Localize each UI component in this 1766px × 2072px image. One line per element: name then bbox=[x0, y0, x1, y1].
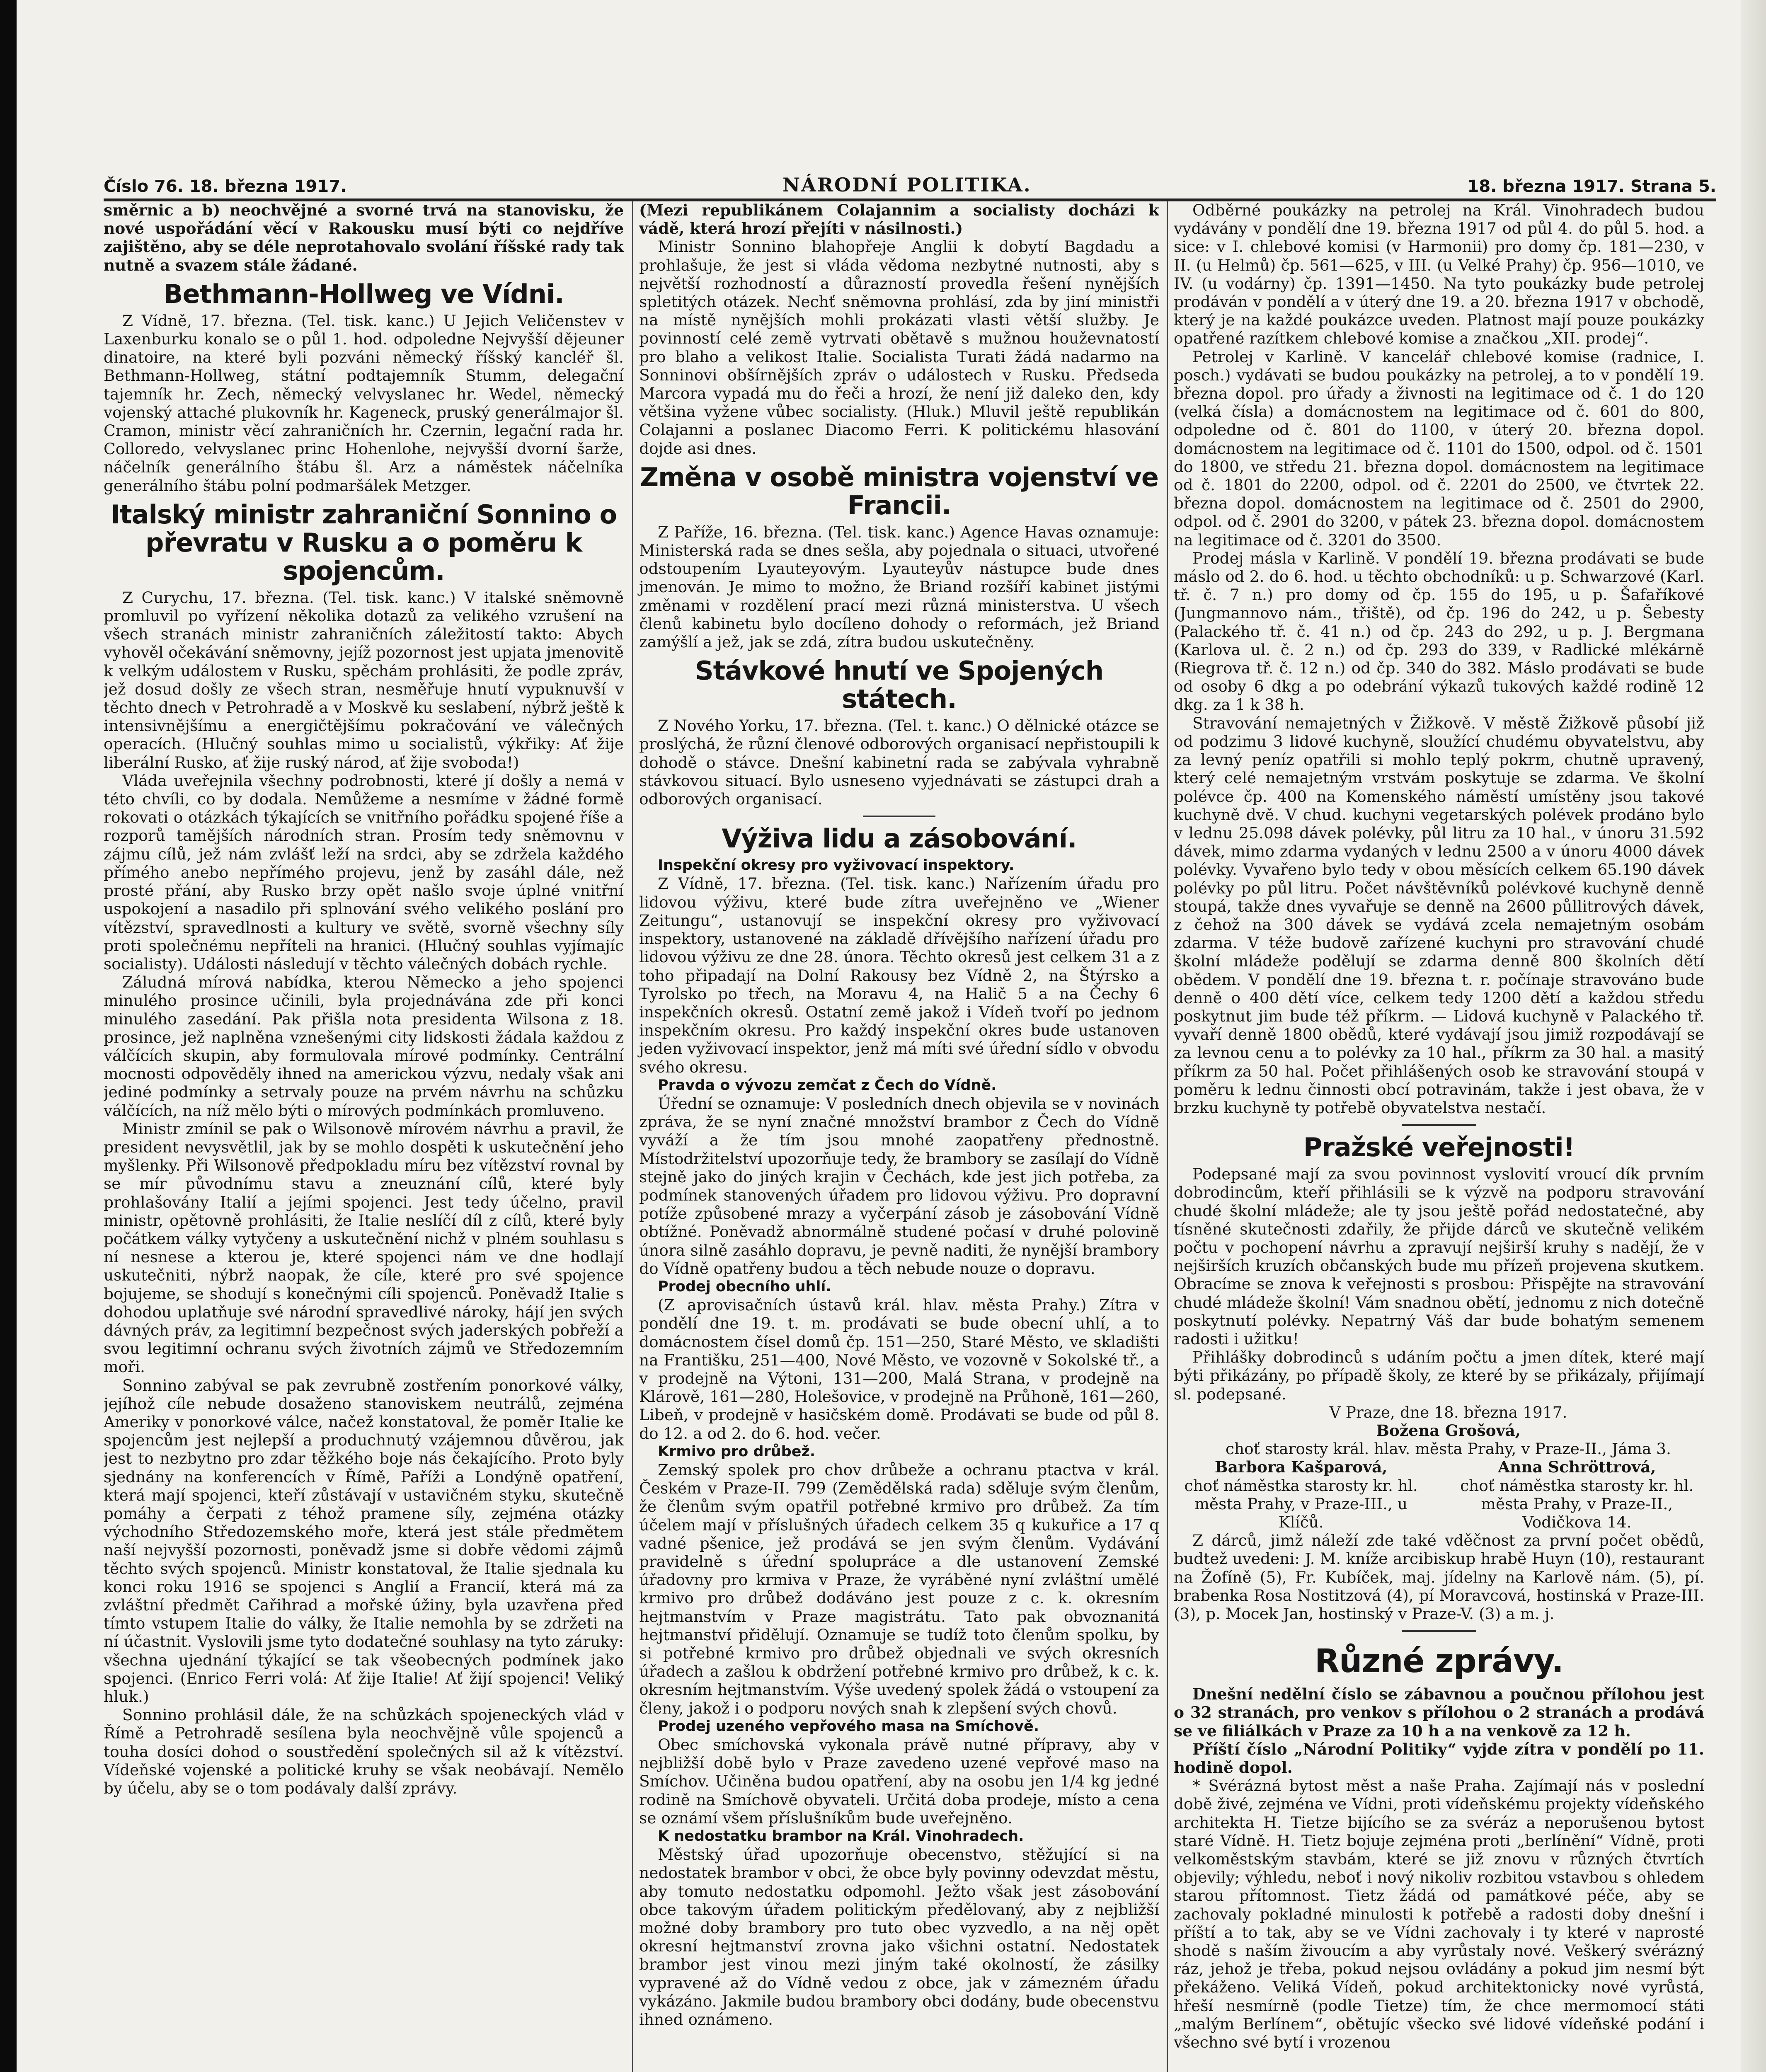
article-headline: Pražské veřejnosti! bbox=[1303, 1132, 1575, 1163]
column-1 bbox=[104, 201, 624, 2072]
signatory-block bbox=[1174, 1458, 1428, 1531]
paragraph: Sonnino prohlásil dále, že na schůzkách spojeneckých vlád v Římě a Petrohradě sesílena byla neochvějně vůle spojenců a touha dosíci dohod o soustředění společných sil až k vítězství. Vídeňské vojenské a politické kruhy se však neobávají. Nemělo by účelu, aby se o tom podávaly další zprávy. bbox=[104, 1706, 624, 1798]
signatory-name: Barbora Kašparová, bbox=[1214, 1458, 1388, 1477]
signatory-title: choť náměstka starosty kr. hl. města Prahy, v Praze-III., u Klíčů. bbox=[1184, 1476, 1418, 1532]
paragraph: Z Nového Yorku, 17. března. (Tel. t. kanc.) O dělnické otázce se proslýchá, že různí členové odborových organisací nepřistoupili k dohodě o stávce. Dnešní kabinetní rada se zabývala vyhrabně stávkovou situací. Bylo usneseno vyjednávati se zástupci drah a odborových organisací. bbox=[639, 716, 1159, 808]
paragraph: Městský úřad upozorňuje obecenstvo, stěžující si na nedostatek brambor v obci, že obce byly povinny odevzdat městu, aby tomuto nedostatku odpomohl. Ježto však jest zásobování obce takovým úřadem politickým předělovaný, aby z nejbližší možné doby brambory pro tuto obec vyzvedlo, a na něj opět okresní hejtmanství zrovna jako všichni ostatní. Nedostatek brambor jest vinou mezi jiným také okolností, že zásilky vypravené až do Vídně vedou z obce, jak v zámezném úřadu vykázáno. Jakmile budou brambory obci dodány, bude obecenstvu ihned oznámeno. bbox=[639, 1845, 1159, 2029]
paragraph: Dnešní nedělní číslo se zábavnou a poučnou přílohou jest o 32 stranách, pro venkov s přílohou o 2 stranách a prodává se ve filiálkách v Praze za 10 h a na venkově za 12 h. bbox=[1174, 1685, 1704, 1740]
issue-info: Číslo 76. 18. března 1917. bbox=[104, 177, 347, 196]
article-headline: Stávkové hnutí ve Spojených státech. bbox=[695, 656, 1104, 714]
paragraph: Úřední se oznamuje: V posledních dnech objevila se v novinách zpráva, že se nyní značné množství brambor z Čech do Vídně vyváží a že tím jsou mnohé zaopatřeny přednostně. Místodržitelství upozorňuje tedy, že brambory se zasílají do Vídně stejně jako do jiných krajin v Čechách, kde jest jich potřeba, za podmínek stanovených úřadem pro lidovou výživu. Pro dopravní potíže způsobené mrazy a vyčerpání zásob je zásobování Vídně obtížné. Poněvadž abnormálně studené počasí v druhé polovině února silně zasáhlo dopravu, je pevně naditi, že nynější brambory do Vídně opatřeny budou a těch nebude nouze o dopravu. bbox=[639, 1094, 1159, 1278]
signatory-name: Anna Schröttrová, bbox=[1498, 1458, 1656, 1477]
divider bbox=[1402, 1124, 1476, 1126]
paragraph: (Z aprovisačních ústavů král. hlav. města Prahy.) Zítra v pondělí dne 19. t. m. prodávati se bude obecní uhlí, a to domácnostem čísel domů čp. 151—250, Staré Město, ve skladišti na Františku, 251—400, Nové Město, ve vozovně v Sokolské tř., a v prodejně na Výtoni, 131—200, Malá Strana, v prodejně na Klárově, 161—280, Holešovice, v prodejně na Průhoně, 161—260, Libeň, v prodejně v hasičském domě. Prodávati se bude od půl 8. do 12. a od 2. do 6. hod. večer. bbox=[639, 1296, 1159, 1443]
paragraph: * Svérázná bytost měst a naše Praha. Zajímají nás v poslední době živé, zejména ve Vídni, proti vídeňskému projekty vídeňského architekta H. Tietze bijícího se za svéráz a neporušenou bytost staré Vídně. H. Tietz bojuje zejména proti „berlínění“ Vídně, proti velkoměstským stavbám, které se již znovu v různých čtvrtích objevily; výhledu, neboť i nový nikoliv rozbitou vstavbou s ohledem starou přítomnost. Tietz žádá od památkové péče, aby se zachovaly pokladné minulosti k potřebě a radosti doby dnešní i příští a to tak, aby se ve Vídni zachovaly i ty které v naprosté shodě s naším živoucím a aby vyrůstaly nové. Veškerý svérázný ráz, jehož je třeba, pokud nejsou ovládány a pokud jim nesmí být překáženo. Veliká Vídeň, pokud architektonicky nové vyrůstá, hřeší nesmírně (podle Tietze) tím, že chce mermomocí státi „malým Berlínem“, obětujíc všecko své lidové vídeňské podání i všechno své bytí i vrozenou bbox=[1174, 1777, 1704, 2052]
paragraph: Z Vídně, 17. března. (Tel. tisk. kanc.) Nařízením úřadu pro lidovou výživu, které bude zítra uveřejněno ve „Wiener Zeitungu“, ustanovují se inspekční okresy pro vyživovací inspektory, ustanovené na základě dřívějšího nařízení úřadu pro lidovou výživu ze dne 28. února. Těchto okresů jest celkem 31 a z toho připadají na Dolní Rakousy bez Vídně 2, na Štýrsko a Tyrolsko po třech, na Moravu 4, na Halič 5 a na Čechy 6 inspekčních okresů. Ostatní země jakož i Vídeň tvoří po jednom inspekčním okresu. Pro každý inspekční okres bude ustanoven jeden vyživovací inspektor, jenž má míti své úřední sídlo v obvodu svého okresu. bbox=[639, 874, 1159, 1076]
subheading: Pravda o vývozu zemčat z Čech do Vídně. bbox=[658, 1077, 997, 1094]
section-headline: Výživa lidu a zásobování. bbox=[722, 823, 1077, 854]
paragraph: Ministr zmínil se pak o Wilsonově mírovém návrhu a pravil, že president nevysvětlil, jak by se mohlo dospěti k uskutečnění jeho myšlenky. Při Wilsonově předpokladu míru bez vítězství rovnal by se mír původnímu stavu a zneuznání cílů, které byly prohlašovány Italií a jejími spojenci. Jest tedy účelno, pravil ministr, opětovně prohlásiti, že Italie neslíčí díl z cílů, které byly počátkem války vytyčeny a uskutečnění nichž v plném souhlasu s ní nesnese a kterou je, které spojenci nám ve dne hodlají uskutečniti, nýbrž naopak, že cíle, které pro své spojence bojujeme, se shodují s konečnými cíli spojenců. Poněvadž Italie s dohodou uplatňuje své národní spravedlivé nároky, hájí jen svých dávných práv, za legitimní bezpečnost svých jaderských pobřeží a svou legitimní ochranu svých životních zájmů ve Středozemním moři. bbox=[104, 1119, 624, 1376]
paragraph: Odběrné poukázky na petrolej na Král. Vinohradech budou vydávány v pondělí dne 19. března 1917 od půl 4. do půl 5. hod. a sice: v I. chlebové komisi (v Harmonii) pro domy čp. 181—230, v II. (u Helmů) čp. 561—625, v III. (u Velké Prahy) čp. 956—1010, ve IV. (u vodárny) čp. 1391—1450. Na tyto poukázky bude petrolej prodáván v pondělí a v úterý dne 19. a 20. března 1917 v obchodě, který je na každé poukázce uveden. Platnost mají pouze poukázky opatřené razítkem chlebové komise a značkou „XII. prodej“. bbox=[1174, 201, 1704, 348]
signatory-title: choť náměstka starosty kr. hl. města Prahy, v Praze-II., Vodičkova 14. bbox=[1460, 1476, 1694, 1532]
subheading: Prodej obecního uhlí. bbox=[658, 1278, 831, 1295]
signatory-title: choť starosty král. hlav. města Prahy, v Praze-II., Jámа 3. bbox=[1226, 1440, 1671, 1458]
paragraph: Z Curychu, 17. března. (Tel. tisk. kanc.) V italské sněmovně promluvil po vyřízení několika dotazů za velikého vzrušení na všech stranách ministr zahraničních záležitostí takto: Abych vyhověl očekávání sněmovny, jejíž pozornost jest upjata jmenovitě k velkým událostem v Rusku, spěchám prohlásiti, že podle zpráv, jež dosud došly ze všech stran, nesměřuje hnutí vypuknuvší v těchto dnech v Petrohradě a v Moskvě ku seslabení, nýbrž ještě k intensivnějšímu a energičtějšímu pokračování ve válečných operacích. (Hlučný souhlas mimo u socialistů, výkřiky: Ať žije liberální Rusko, ať žije ruský národ, ať žije svoboda!) bbox=[104, 588, 624, 772]
divider bbox=[863, 816, 936, 817]
paragraph: Obec smíchovská vykonala právě nutné přípravy, aby v nejbližší době bylo v Praze zavedeno uzené vepřové maso na Smíchov. Učiněna budou opatření, aby na osobu jen 1/4 kg jedné rodině na Smíchově obyvateli. Určitá doba prodeje, místo a cena se oznámí všem příslušníkům bude uveřejněno. bbox=[639, 1736, 1159, 1827]
paragraph: Vláda uveřejnila všechny podrobnosti, které jí došly a nemá v této chvíli, co by dodala. Nemůžeme a nesmíme v žádné formě rokovati o otázkách týkajících se vnitřního pořádku spojené říše a rozporů tamějších národních stran. Prosím tedy sněmovnu v zájmu cílů, jež nám zvlášť leží na srdci, aby se zdržela každého přímého anebo nepřímého projevu, jenž by zasáhl dále, než prosté přání, aby Rusko brzy opět našlo svoje úplné vnitřní uspokojení a nasadilo při splnování svého velikého poslání pro vítězství, spravedlnosti a kultury ve světě, svorně všechny síly proti společnému nepříteli na hranici. (Hlučný souhlas vyjímajíc socialisty). Události následují v těchto válečných dobách rychle. bbox=[104, 771, 624, 973]
paragraph: Ministr Sonnino blahopřeje Anglii k dobytí Bagdadu a prohlašuje, že jest si vláda vědoma nezbytné nutnosti, aby s největší rozhodností a důrazností provedla řešení nynějších spletitých otázek. Nechť sněmovna prohlásí, zda by jiní ministři na místě nynějších mohli prokázati vlasti větší služby. Je povinností celé země vytrvati obětavě s mužnou houževnatostí pro blaho a velikost Italie. Socialista Turati žádá nadarmo na Sonninovi obšírnějších zpráv o událostech v Rusku. Předseda Marcora vypadá mu do řeči a hrozí, že není již daleko den, kdy většina vyžene vůbec socialisty. (Hluk.) Mluvil ještě republikán Colajanni a poslanec Diacomo Ferri. K politickému hlasování dojde asi dnes. bbox=[639, 237, 1159, 457]
section-headline: Různé zprávy. bbox=[1314, 1643, 1564, 1680]
paragraph: směrnic a b) neochvějné a svorné trvá na stanovisku, že nové uspořádání věcí v Rakousku musí býti co nejdříve zajištěno, aby se déle neprotahovalo svolání říšské rady tak nutně a svazem stále žádané. bbox=[104, 201, 624, 274]
newspaper-masthead: NÁRODNÍ POLITIKA. bbox=[782, 174, 1032, 196]
signatory-name: Božena Grošová, bbox=[1376, 1421, 1521, 1440]
paragraph: Petrolej v Karlině. V kancelář chlebové komise (radnice, I. posch.) vydávati se budou poukázky na petrolej, a to v pondělí 19. března dopol. pro úřady a živnosti na legitimace od č. 1 do 120 (velká čísla) a domácnostem na legitimace od č. 601 do 800, odpoledne od č. 801 do 1100, v úterý 20. března dopol. domácnostem na legitimace od č. 1101 do 1500, odpol. od č. 1501 do 1800, ve středu 21. března dopol. domácnostem na legitimace od č. 1801 do 2200, odpol. od č. 2201 do 2500, ve čtvrtek 22. března dopol. domácnostem na legitimace od č. 2501 do 2900, odpol. od č. 2901 do 3200, v pátek 23. března dopol. domácnostem na legitimace od č. 3201 do 3500. bbox=[1174, 347, 1704, 549]
paragraph: Prodej másla v Karlině. V pondělí 19. března prodávati se bude máslo od 2. do 6. hod. u těchto obchodníků: u p. Schwarzové (Karl. tř. č. 7 n.) pro domy od čp. 155 do 195, u p. Šafaříkové (Jungmannovo nám., třiště), od čp. 196 do 242, u p. Šebesty (Palackého tř. č. 41 n.) od čp. 243 do 292, u p. J. Bergmana (Karlova ul. č. 2 n.) od čp. 293 do 339, v Radlické mlékárně (Riegrova tř. č. 12 n.) od čp. 340 do 382. Máslo prodávati se bude od osoby 6 dkg a po odebrání výkazů tukových každé rodině 12 dkg. za 1 k 38 h. bbox=[1174, 549, 1704, 714]
subheading: K nedostatku brambor na Král. Vinohradech. bbox=[658, 1828, 1024, 1845]
scan-left-border bbox=[0, 0, 17, 2072]
page-number: 18. března 1917. Strana 5. bbox=[1467, 177, 1716, 196]
dateline: V Praze, dne 18. března 1917. bbox=[1329, 1403, 1567, 1421]
paragraph: Přihlášky dobrodinců s udáním počtu a jmen dítek, které mají býti přikázány, po případě školy, ze které by se přikázaly, přijímají sl. podepsané. bbox=[1174, 1348, 1704, 1403]
signatory-row bbox=[1174, 1458, 1704, 1531]
scan-right-edge bbox=[1741, 0, 1766, 2072]
signatory-block bbox=[1450, 1458, 1704, 1531]
column-3 bbox=[1167, 201, 1704, 2072]
article-headline: Bethmann-Hollweg ve Vídni. bbox=[163, 278, 564, 309]
paragraph: Z Vídně, 17. března. (Tel. tisk. kanc.) U Jejich Veličenstev v Laxenburku konalo se o půl 1. hod. odpoledne Nejvyšší dějeuner dinatoire, na které byli pozváni německý říšský kancléř šl. Bethmann-Hollweg, státní podtajemník Stumm, delegační tajemník hr. Zech, německý velvyslanec hr. Wedel, německý vojenský attaché plukovník hr. Kageneck, pruský generálmajor šl. Cramon, ministr věcí zahraničních hr. Czernin, legační rada hr. Colloredo, velvyslanec princ Hohenlohe, nejvyšší dvorní šarže, náčelník generálního štábu šl. Arz a náměstek náčelníka generálního štábu polní podmaršálek Metzger. bbox=[104, 311, 624, 495]
paragraph: Příští číslo „Národní Politiky“ vyjde zítra v pondělí po 11. hodině dopol. bbox=[1174, 1740, 1704, 1777]
paragraph: Podepsané mají za svou povinnost vyslovití vroucí dík prvním dobrodincům, kteří přihlásili se k výzvě na podporu stravování chudé školní mládeže; ale ty jsou ještě pořád nedostatečné, aby tísněné skutečnosti zdařily, že přijde dárců ve skutečně velikém počtu v pochopení návrhu a zpravují nejširší kruhy s nadějí, že v nejširších kruzích občanských bude mu přízeň projevena skutkem. Obracíme se znova k veřejnosti s prosbou: Přispějte na stravování chudé mládeže školní! Vám snadnou obětí, jednomu z nich dotečně poskytnutí polévky. Nepatrný Váš dar bude bohatým semenem radosti i užitku! bbox=[1174, 1165, 1704, 1348]
paragraph: (Mezi republikánem Colajannim a socialisty docházi k vádě, která hrozí přejíti v násilnosti.) bbox=[639, 201, 1159, 238]
article-headline: Změna v osobě ministra vojenství ve Francii. bbox=[640, 462, 1158, 520]
column-2 bbox=[632, 201, 1159, 2072]
subheading: Prodej uzeného vepřového masa na Smíchově. bbox=[658, 1718, 1039, 1735]
subheading: Inspekční okresy pro vyživovací inspektory. bbox=[658, 857, 1015, 874]
paragraph: Stravování nemajetných v Žižkově. V městě Žižkově působí již od podzimu 3 lidové kuchyně, sloužící chudému obyvatelstvu, aby za levný peníz opatřili si mohlo teplý pokrm, chutně upravený, který celé nemajetným vrstvám poskytuje se zdarma. Ve školní polévce čp. 400 na Komenského náměstí umístěny jsou takové kuchyně dvě. V chud. kuchyni vegetarských polévek prodáno bylo v lednu 25.098 dávek polévky, půl litru za 10 hal., v únoru 31.592 dávek, mimo zdarma vydaných v lednu 2500 a v únoru 4000 dávek polévky. Vyvařeno bylo tedy v obou měsících celkem 65.190 dávek polévky po půl litru. Počet návštěvníků polévkové kuchyně denně stoupá, takže dnes vyvařuje se denně na 2600 půllitrových dávek, z čehož na 300 dávek se vydává zcela nemajetným osobám zdarma. V téže budově zařízené kuchyni pro stravování chudé školní mládeže podělují se zdarma denně 800 školních dětí obědem. V pondělí dne 19. března t. r. počínaje stravováno bude denně o 400 dětí více, celkem tedy 1200 dětí a každou středu poskytnut jim bude též příkrm. — Lidová kuchyně v Palackého tř. vyvaří denně 1800 obědů, které vydávají jsou jimiž rozpodávají se za levnou cenu a to polévky za 10 hal., příkrm za 30 hal. a masitý příkrm za 50 hal. Počet přihlášených osob ke stravování stoupá v poměru k lednu činnosti obcí potravinám, takže i jest obava, že v brzku kuchyně ty potřebě obyvatelstva nestačí. bbox=[1174, 714, 1704, 1117]
paragraph: Záludná mírová nabídka, kterou Německo a jeho spojenci minulého prosince učinili, byla projednávána zde při konci minulého zasedání. Pak přišla nota presidenta Wilsona z 18. prosince, jež naplněna vznešenými city lidskosti žádala každou z válčících skupin, aby formulovala mírové podmínky. Centrální mocnosti odpověděly ihned na americkou výzvu, nedaly však ani jediné podmínky a setrvaly pouze na prvém návrhu na schůzku válčících, na níž mělo býti o mírových podmínkách promluveno. bbox=[104, 973, 624, 1120]
article-headline: Italský ministr zahraniční Sonnino o převratu v Rusku a o poměru k spojencům. bbox=[110, 499, 617, 586]
paragraph: Z Paříže, 16. března. (Tel. tisk. kanc.) Agence Havas oznamuje: Ministerská rada se dnes sešla, aby pojednala o situaci, utvořené odstoupením Lyauteyovým. Lyauteyův nástupce bude dnes jmenován. Je mimo to možno, že Briand rozšíří kabinet jistými změnami v rozdělení prací mezi různá ministerstva. U všech členů kabinetu bylo docíleno dohody o reformách, jež Briand zamýšlí a jež, jak se zdá, zítra budou uskutečněny. bbox=[639, 523, 1159, 651]
paragraph: Zemský spolek pro chov drůbeže a ochranu ptactva v král. Českém v Praze-II. 799 (Zemědělská rada) sděluje svým členům, že členům svým opatřil potřebné krmivo pro drůbež. Za tím účelem mají v příslušných úřadech celkem 35 q kukuřice a 17 q vadné pšenice, jež prodává se jen svým členům. Vydávání pravidelně s úřední spolupráce a dle ustanovení Zemské úřadovny pro krmiva v Praze, že vyráběné nyní zvláštní umělé krmivo pro drůbež dodáváno jest pouze z c. k. okresním hejtmanstvím v Praze magistrátu. Tato pak obvoznanitá hejtmanství přidělují. Oznamuje se tudíž toto členům spolku, by si potřebné krmivo pro drůbež objednali ve svých okresních úřadech a zašlou k obdržení potřebné krmivo pro drůbež, k c. k. okresním hejtmanstvím. Výše uvedený spolek žádá o vstoupení za členy, jakož i o podporu nových snah k zlepšení svých chovů. bbox=[639, 1460, 1159, 1717]
subheading: Krmivo pro drůbež. bbox=[658, 1443, 816, 1460]
divider bbox=[1402, 1630, 1476, 1632]
paragraph: Z dárců, jimž náleží zde také vděčnost za první počet obědů, budtež uvedeni: J. M. kníže arcibiskup hrabě Huyn (10), restaurant na Žofíně (5), Fr. Kubíček, maj. jídelny na Karlově nám. (5), pí. brabenka Rosa Nostitzová (4), pí Moravcová, hostinská v Praze-III. (3), p. Mocek Jan, hostinský v Praze-V. (3) a m. j. bbox=[1174, 1531, 1704, 1623]
page-header bbox=[104, 164, 1716, 201]
paragraph: Sonnino zabýval se pak zevrubně zostřením ponorkové války, jejíhož cíle nebude dosaženo stanoviskem neutrálů, zejména Ameriky v ponorkové válce, načež konstatoval, že poměr Italie ke spojencům jest nejlepší a produchnutý vzájemnou důvěrou, jak jest to nezbytno pro zdar těžkého boje nás čekajícího. Proto byly sjednány na konferencích v Římě, Paříži a Londýně opatření, která mají spojenci, kteří zůstávají v ustavičném styku, skutečně pomáhy a čerpati z téhož pramene síly, zejména otázky východního Středozemského moře, která jest stále předmětem naší nejvyšší pozornosti, poněvadž jsme si dobře vědomi zájmů těchto svých spojenců. Ministr konstatoval, že Italie sjednala ku konci roku 1916 se spojenci s Anglií a Francií, která má za zvláštní předmět Cařihrad a mořské úžiny, byla uzavřena před tímto vstupem Italie do války, že Italie nemohla by se zdržeti na ní účastnit. Vyslovili jsme tyto dodatečné souhlasy na tyto záruky: všechna ujednání týkající se tak všeobecných podmínek jako spojenci. (Enrico Ferri volá: Ať žije Italie! Ať žijí spojenci! Veliký hluk.) bbox=[104, 1376, 624, 1706]
